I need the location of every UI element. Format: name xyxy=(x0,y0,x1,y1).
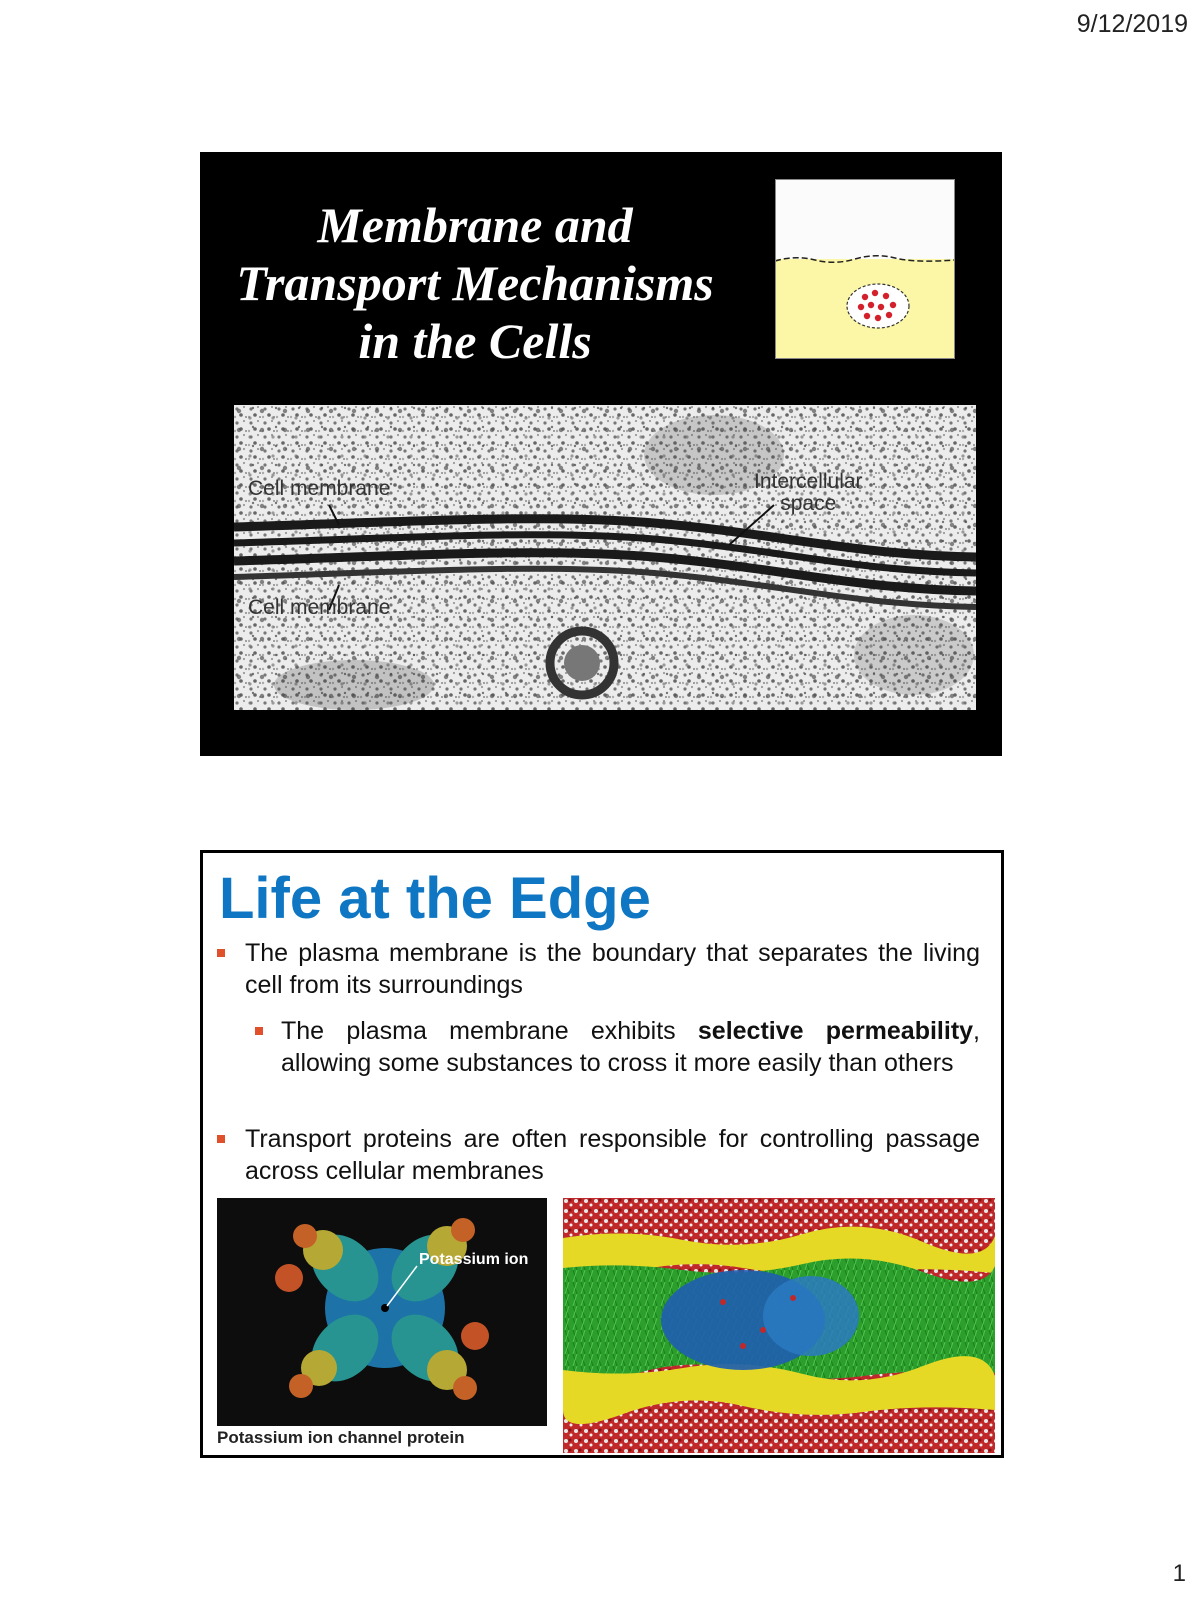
title-line-1: Membrane and xyxy=(317,197,633,253)
potassium-ion-label: Potassium ion xyxy=(419,1251,529,1268)
cell-membrane-label-bottom: Cell membrane xyxy=(248,596,391,619)
content-slide xyxy=(200,850,1004,1458)
page-date: 9/12/2019 xyxy=(1076,10,1188,38)
channel-protein-graphic xyxy=(275,1218,489,1400)
cell-membrane-label-top: Cell membrane xyxy=(248,477,391,500)
intercellular-label xyxy=(754,471,863,515)
sub-bullet xyxy=(281,1015,980,1079)
page-number: 1 xyxy=(1172,1560,1186,1587)
title-line-3: in the Cells xyxy=(358,313,592,369)
membrane-simulation-image xyxy=(563,1198,995,1453)
cell-icon xyxy=(847,284,909,328)
beaker-diagram xyxy=(775,179,955,359)
bullet-icon xyxy=(217,1135,225,1143)
bullet-icon xyxy=(255,1027,263,1035)
sub-bullet-text-1: The plasma membrane exhibits xyxy=(281,1017,698,1045)
slide-heading: Life at the Edge xyxy=(219,866,651,931)
bullet-1: The plasma membrane is the boundary that separates the living cell from its surroundings xyxy=(245,939,980,999)
intercellular-line-1: Intercellular xyxy=(754,470,863,493)
title-slide xyxy=(200,152,1002,756)
slide-title xyxy=(220,196,730,370)
intercellular-line-2: space xyxy=(780,492,837,515)
bullet-icon xyxy=(217,949,225,957)
selective-permeability-term: selective permeability xyxy=(697,1017,974,1045)
figure-caption: Potassium ion channel protein xyxy=(217,1428,465,1447)
sub-bullet-text-2: , allowing some substances to cross it more easily than others xyxy=(281,1017,980,1077)
electron-micrograph xyxy=(234,405,976,710)
potassium-channel-image xyxy=(217,1198,547,1450)
bullet-2: Transport proteins are often responsible for controlling passage across cellular membranes xyxy=(245,1125,980,1185)
title-line-2: Transport Mechanisms xyxy=(236,255,714,311)
